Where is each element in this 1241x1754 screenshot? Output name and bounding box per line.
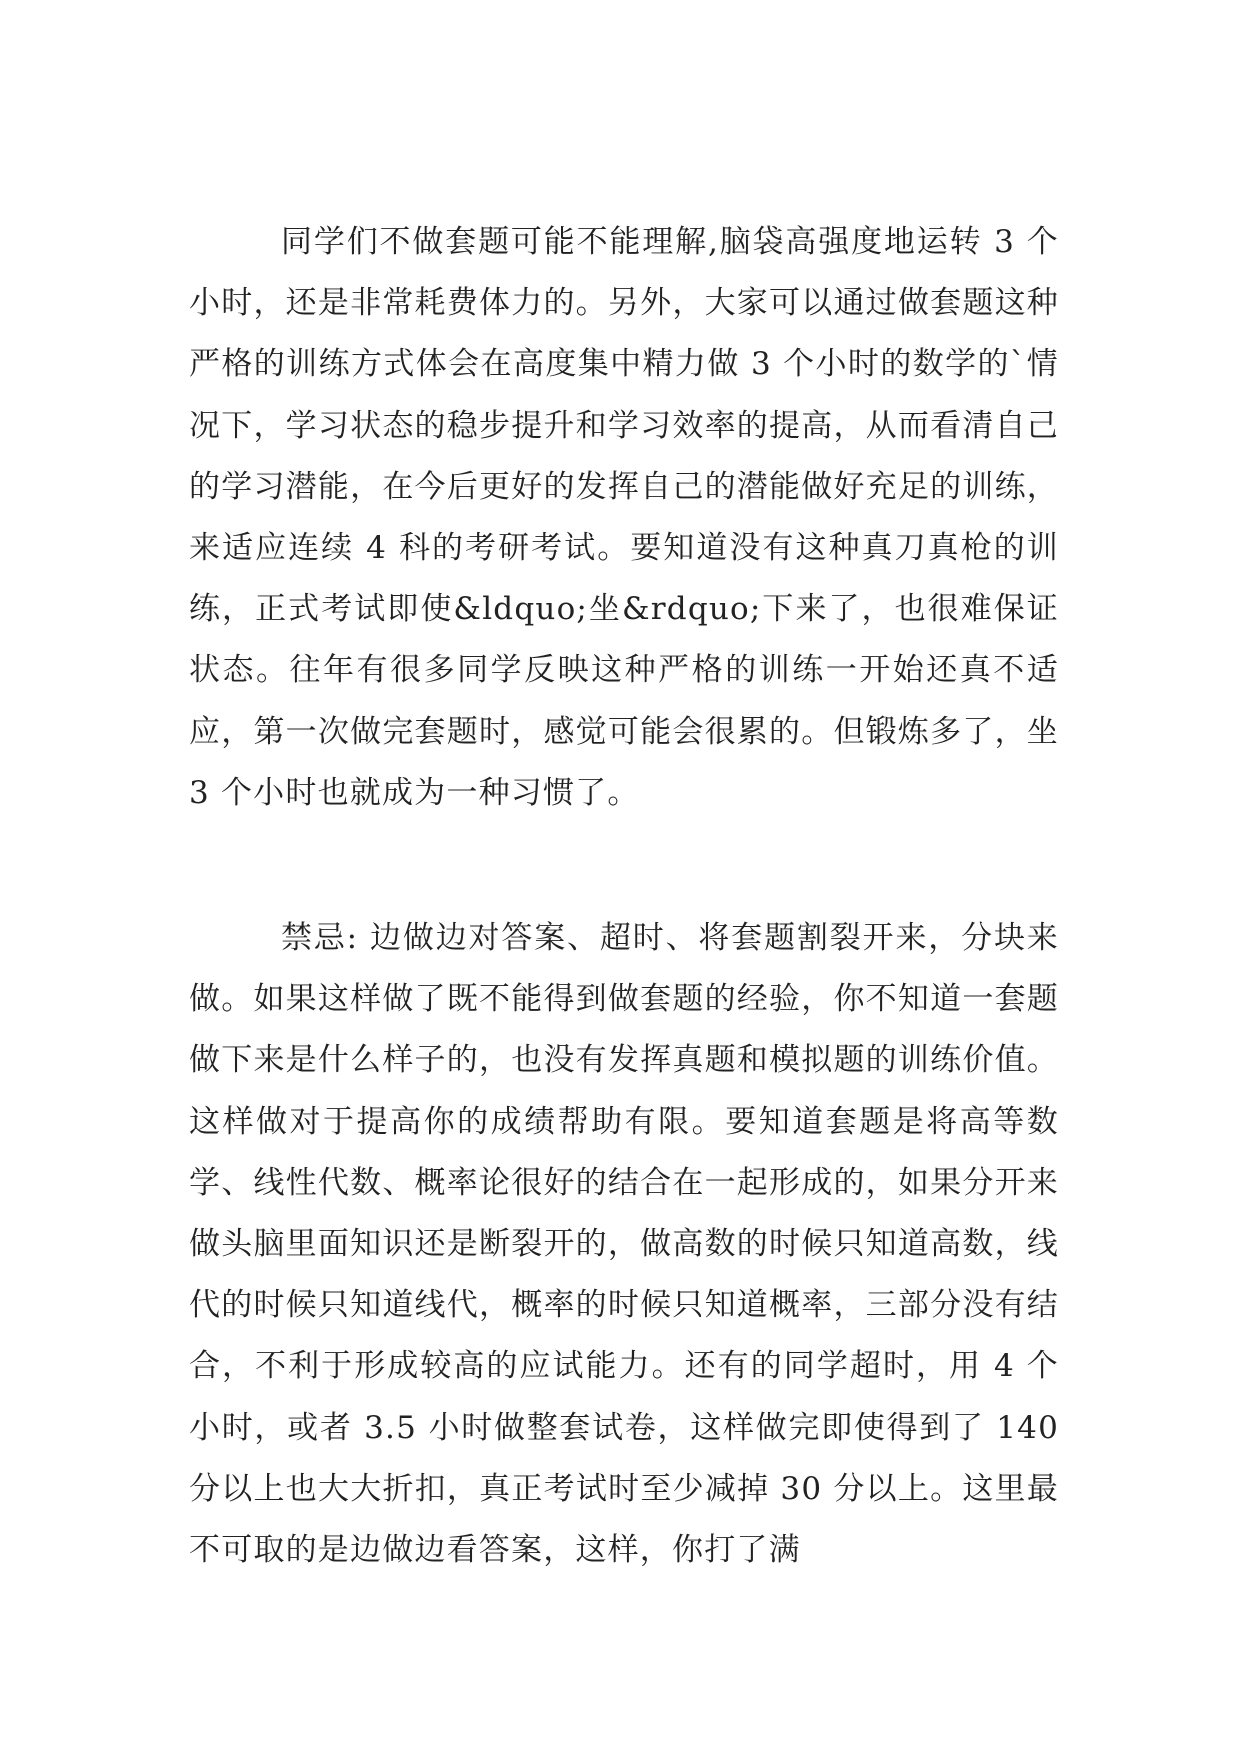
body-paragraph: 禁忌: 边做边对答案、超时、将套题割裂开来，分块来做。如果这样做了既不能得到做套题的经验，你不知道一套题做下来是什么样子的，也没有发挥真题和模拟题的训练价值。这样做对于提高你的成绩帮助有限。要知道套题是将高等数学、线性代数、概率论很好的结合在一起形成的，如果分开来做头脑里面知识还是断裂开的，做高数的时候只知道高数，线代的时候只知道线代，概率的时候只知道概率，三部分没有结合，不利于形成较高的应试能力。还有的同学超时，用 4 个小时，或者 3.5 小时做整套试卷，这样做完即使得到了 140 分以上也大大折扣，真正考试时至少减掉 30 分以上。这里最不可取的是边做边看答案，这样，你打了满: [189, 920, 1059, 1569]
body-paragraph: 同学们不做套题可能不能理解,脑袋高强度地运转 3 个小时，还是非常耗费体力的。另外，大家可以通过做套题这种严格的训练方式体会在高度集中精力做 3 个小时的数学的`情况下，学习状态的稳步提升和学习效率的提高，从而看清自己的学习潜能，在今后更好的发挥自己的潜能做好充足的训练，来适应连续 4 科的考研考试。要知道没有这种真刀真枪的训练，正式考试即使&ldquo;坐&rdquo;下来了，也很难保证状态。往年有很多同学反映这种严格的训练一开始还真不适应，第一次做完套题时，感觉可能会很累的。但锻炼多了，坐 3 个小时也就成为一种习惯了。: [189, 224, 1059, 811]
